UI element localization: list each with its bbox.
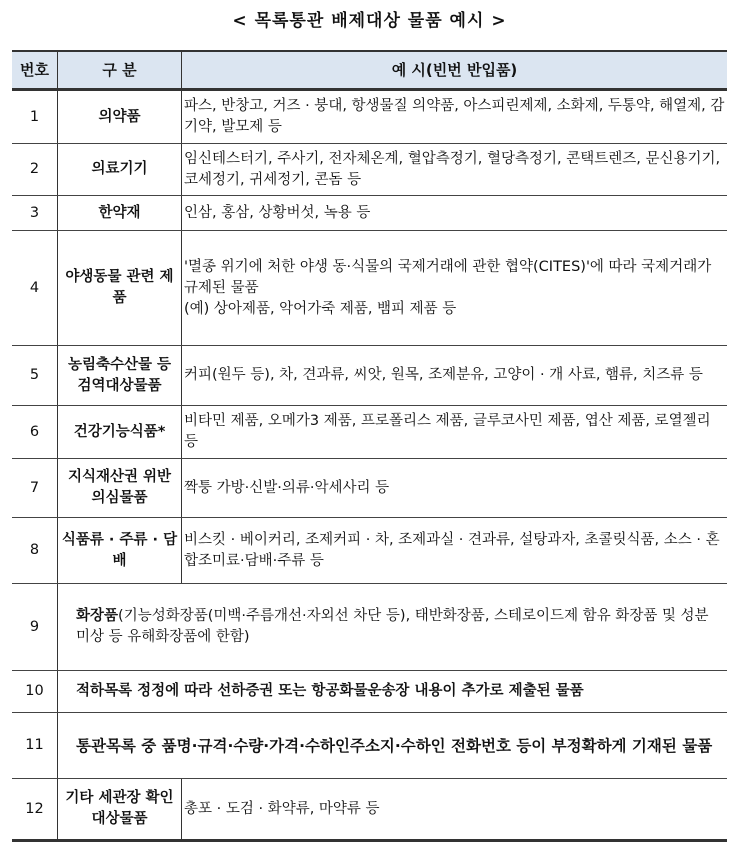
row-no: 9 (12, 584, 58, 671)
table-row (12, 459, 727, 518)
row-no: 11 (12, 713, 58, 779)
row-examples: 비스킷 · 베이커리, 조제커피 · 차, 조제과실 · 견과류, 설탕과자, 초콜릿식품, 소스 · 혼합조미료·담배·주류 등 (182, 518, 728, 584)
row-no: 2 (12, 144, 58, 196)
row-category: 지식재산권 위반 의심물품 (58, 459, 182, 518)
row-no: 3 (12, 196, 58, 231)
table-row (12, 518, 727, 584)
table-row (12, 346, 727, 406)
table-row (12, 196, 727, 231)
table-row (12, 671, 727, 713)
table-row (12, 231, 727, 346)
table-row (12, 144, 727, 196)
row-no: 7 (12, 459, 58, 518)
row-category: 의료기기 (58, 144, 182, 196)
row-category: 농림축수산물 등 검역대상물품 (58, 346, 182, 406)
row-category: 한약재 (58, 196, 182, 231)
table-row (12, 406, 727, 459)
row-category: 식품류 · 주류 · 담배 (58, 518, 182, 584)
header-examples: 예 시(빈번 반입품) (182, 51, 728, 90)
row-examples (182, 231, 728, 346)
row-examples: 임신테스터기, 주사기, 전자체온계, 혈압측정기, 혈당측정기, 콘택트렌즈, 문신용기기, 코세정기, 귀세정기, 콘돔 등 (182, 144, 728, 196)
row-no: 5 (12, 346, 58, 406)
row-examples-text: (기능성화장품(미백·주름개선·자외선 차단 등), 태반화장품, 스테로이드제 함유 화장품 및 성분 미상 등 유해화장품에 한함) (76, 608, 709, 645)
table-header-row (12, 51, 727, 90)
row-examples: 파스, 반창고, 거즈 · 붕대, 항생물질 의약품, 아스피린제제, 소화제, 두통약, 해열제, 감기약, 발모제 등 (182, 90, 728, 144)
row-category: 기타 세관장 확인대상물품 (58, 779, 182, 841)
row-category: 화장품 (76, 608, 119, 624)
row-examples: 비타민 제품, 오메가3 제품, 프로폴리스 제품, 글루코사민 제품, 엽산 제품, 로열젤리 등 (182, 406, 728, 459)
row-category: 야생동물 관련 제품 (58, 231, 182, 346)
row-examples: 총포 · 도검 · 화약류, 마약류 등 (182, 779, 728, 841)
row-no: 4 (12, 231, 58, 346)
table-row (12, 713, 727, 779)
table-row (12, 90, 727, 144)
row-no: 8 (12, 518, 58, 584)
row-examples: 커피(원두 등), 차, 견과류, 씨앗, 원목, 조제분유, 고양이 · 개 사료, 햄류, 치즈류 등 (182, 346, 728, 406)
table-row (12, 584, 727, 671)
row-no: 6 (12, 406, 58, 459)
exclusion-items-table (12, 50, 727, 842)
row-category: 의약품 (58, 90, 182, 144)
row-category: 통관목록 중 품명·규격·수량·가격·수하인주소지·수하인 전화번호 등이 부정확하게 기재된 물품 (58, 713, 728, 779)
header-category: 구 분 (58, 51, 182, 90)
row-category: 적하목록 정정에 따라 선하증권 또는 항공화물운송장 내용이 추가로 제출된 물품 (58, 671, 728, 713)
row-no: 12 (12, 779, 58, 841)
row-examples (58, 584, 728, 671)
row-no: 10 (12, 671, 58, 713)
row-category: 건강기능식품* (58, 406, 182, 459)
page-title: < 목록통관 배제대상 물품 예시 > (232, 11, 507, 31)
examples-line: '멸종 위기에 처한 야생 동·식물의 국제거래에 관한 협약(CITES)'에 따라 국제거래가 규제된 물품 (184, 258, 712, 296)
row-examples: 짝퉁 가방·신발·의류·악세사리 등 (182, 459, 728, 518)
table-row (12, 779, 727, 841)
row-examples: 인삼, 홍삼, 상황버섯, 녹용 등 (182, 196, 728, 231)
header-no: 번호 (12, 51, 58, 90)
row-no: 1 (12, 90, 58, 144)
examples-line: (예) 상아제품, 악어가죽 제품, 뱀피 제품 등 (184, 300, 457, 317)
